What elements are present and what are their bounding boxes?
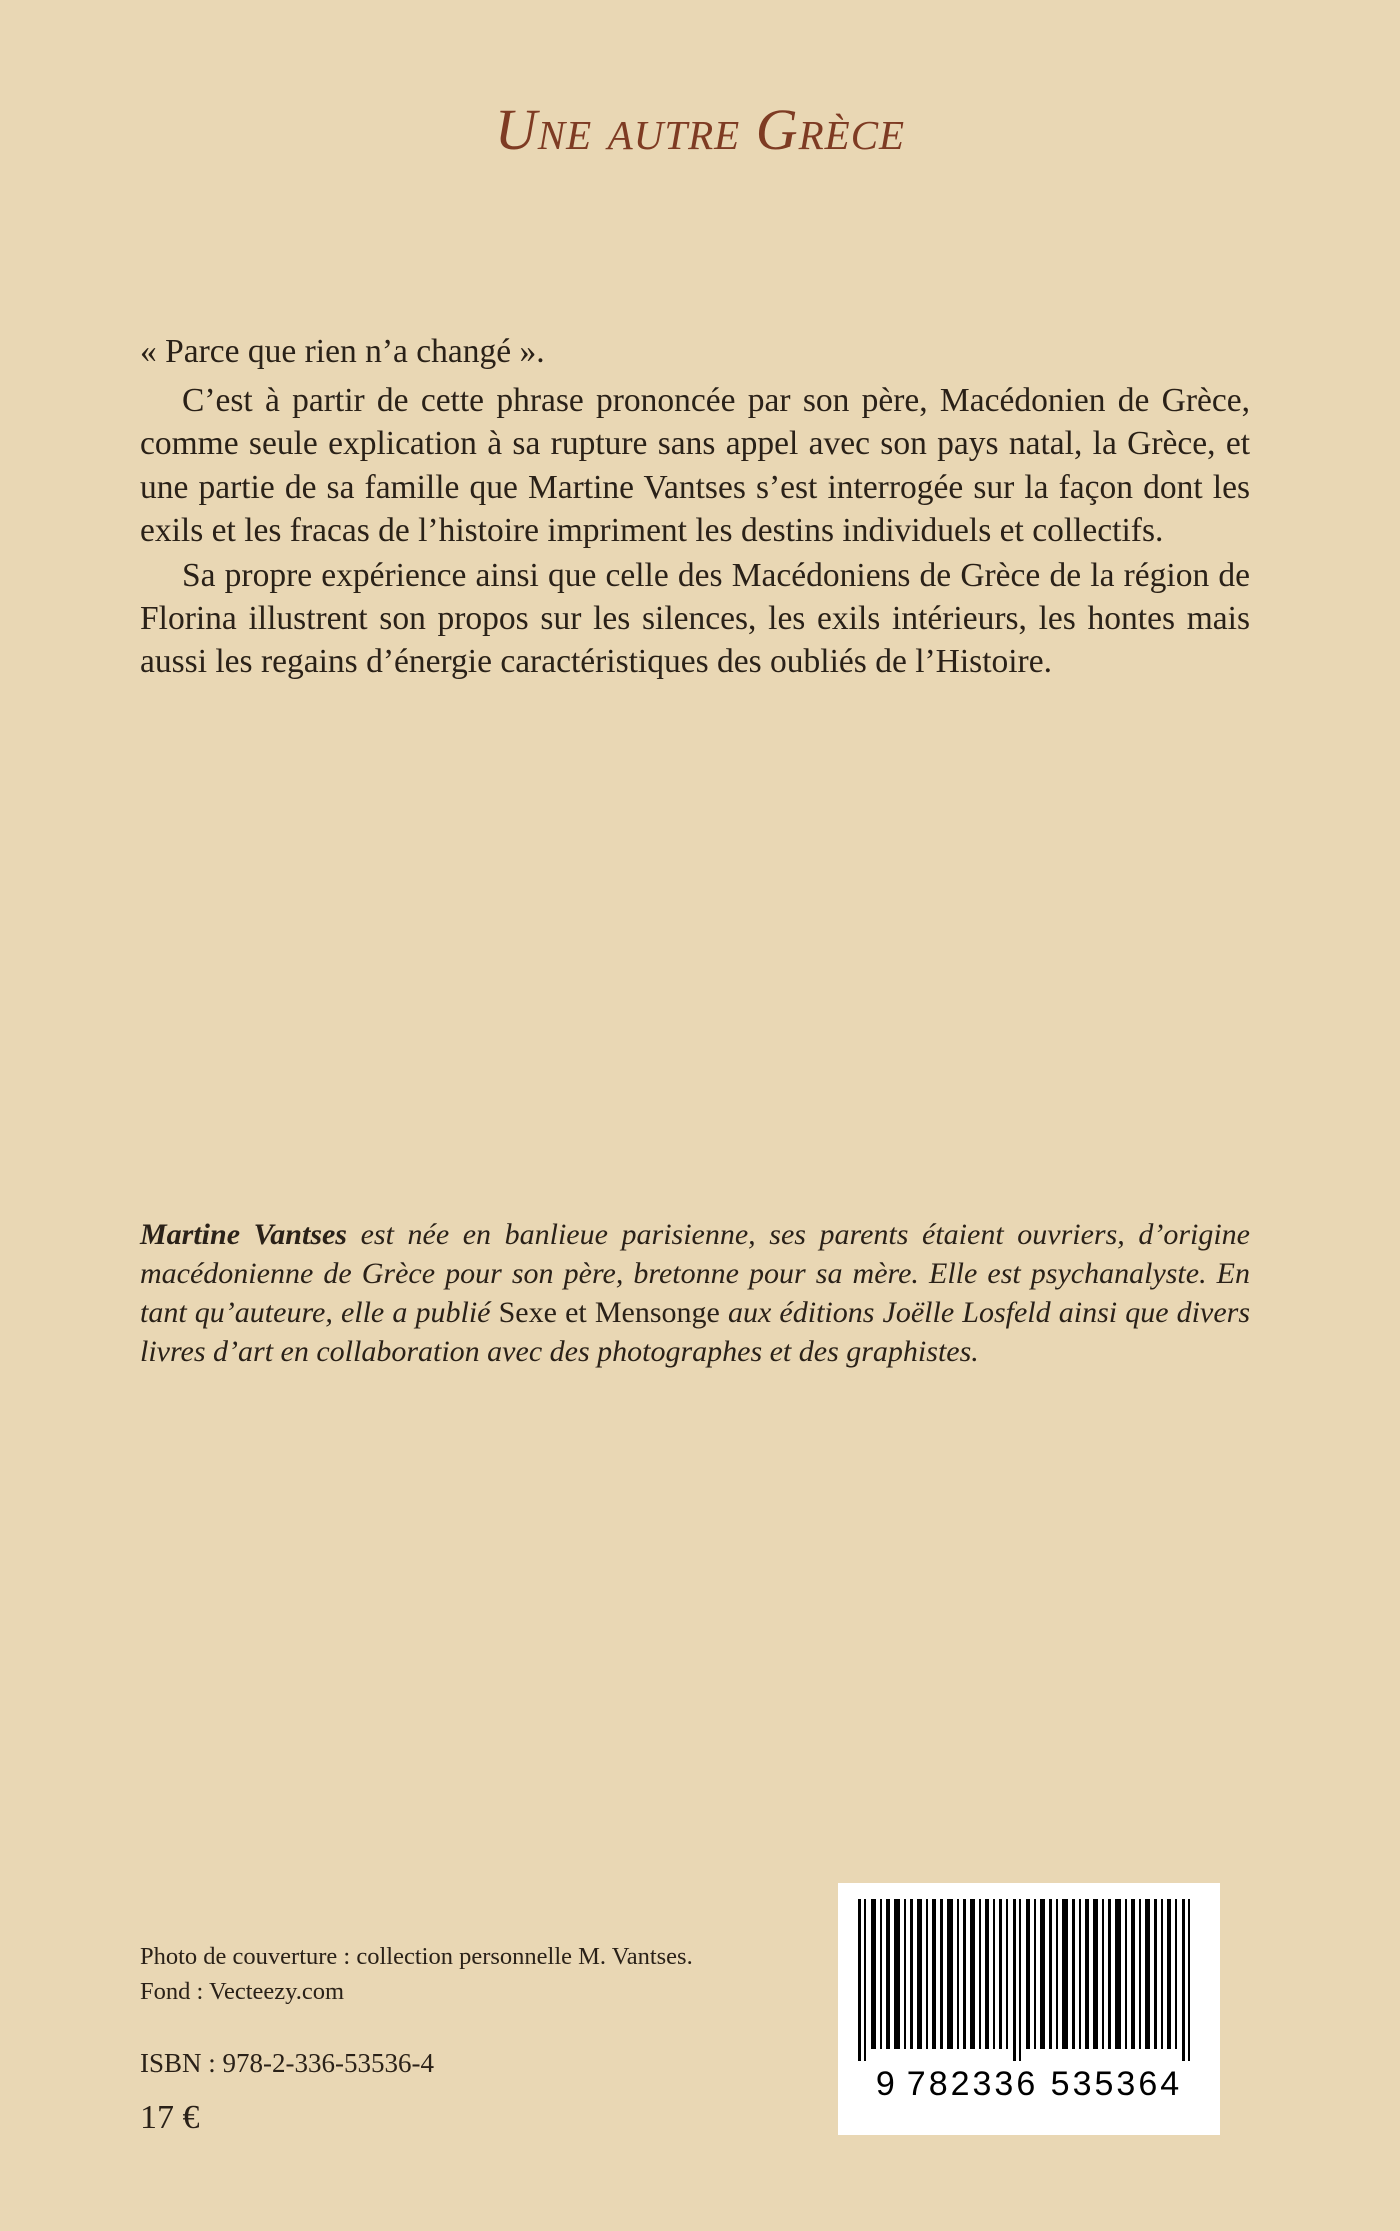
bio-part-2: aux éditions Joëlle Losfeld ainsi que divers livres d’art en collaboration avec des photographes et des graphistes. <box>140 1296 1250 1368</box>
cover-photo-credit: Photo de couverture : collection personnelle M. Vantses. <box>140 1943 693 1970</box>
barcode-digits <box>856 2065 1202 2104</box>
isbn-line: ISBN : 978-2-336-53536-4 <box>140 2047 434 2078</box>
blurb-paragraph-2: Sa propre expérience ainsi que celle des Macédoniens de Grèce de la région de Florina illustrent son propos sur les silences, les exils intérieurs, les hontes mais aussi les regains d’énergie caractéristiques des oubliés de l’Histoire. <box>140 557 1250 681</box>
bio-part-1: est née en banlieue parisienne, ses parents étaient ouvriers, d’origine macédonienne de Grèce pour son père, bretonne pour sa mère. Elle est psychanalyste. En tant qu’auteure, elle a publié <box>140 1218 1250 1329</box>
barcode-lead-digit: 9 <box>875 2065 898 2103</box>
barcode-main-digits: 782336 535364 <box>906 2065 1183 2103</box>
background-credit: Fond : Vecteezy.com <box>140 1977 345 2005</box>
blurb-paragraph-quote: « Parce que rien n’a changé ». <box>140 333 545 370</box>
author-name: Martine Vantses <box>140 1218 347 1251</box>
book-title: Une autre Grèce <box>494 97 906 162</box>
price-label: 17 € <box>140 2098 200 2136</box>
blurb-text <box>140 330 1250 686</box>
footer-credits <box>140 1940 820 2142</box>
blurb-paragraph-1: C’est à partir de cette phrase prononcée par son père, Macédonien de Grèce, comme seule explication à sa rupture sans appel avec son pays natal, la Grèce, et une partie de sa famille que Martine Vantses s’est interrogée sur la façon dont les exils et les fracas de l’histoire impriment les destins individuels et collectifs. <box>140 382 1250 549</box>
barcode-bars-icon <box>856 1899 1202 2061</box>
barcode <box>838 1883 1220 2135</box>
author-bio <box>140 1215 1250 1371</box>
bio-work-title: Sexe et Mensonge <box>498 1296 720 1329</box>
